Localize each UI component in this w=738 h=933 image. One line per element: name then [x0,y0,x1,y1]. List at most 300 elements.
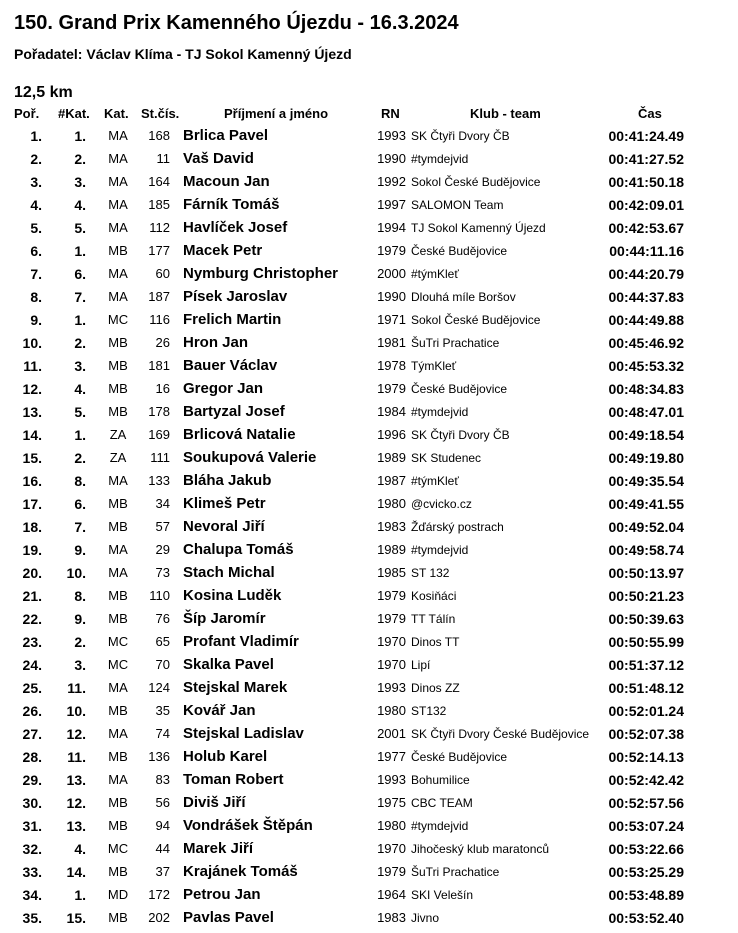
row-time: 00:49:18.54 [608,427,684,443]
row-bib: 65 [155,634,170,649]
row-birth-year: 1970 [377,841,406,856]
row-category: MB [108,335,128,350]
row-time: 00:50:13.97 [608,565,684,581]
row-position: 7. [30,266,42,282]
row-birth-year: 1975 [377,795,406,810]
row-category-position: 1. [74,243,86,259]
row-club: SK Čtyři Dvory České Budějovice [411,727,590,741]
row-category: MB [108,496,128,511]
row-name: Stach Michal [183,564,275,581]
row-birth-year: 1994 [377,220,406,235]
row-bib: 124 [148,680,170,695]
row-club: #tymdejvid [411,543,469,557]
row-time: 00:44:49.88 [608,312,684,328]
row-bib: 169 [148,427,170,442]
row-position: 25. [22,680,42,696]
row-birth-year: 2000 [377,266,406,281]
row-time: 00:49:58.74 [608,542,684,558]
row-birth-year: 1979 [377,243,406,258]
row-position: 18. [22,519,42,535]
row-club: #tymdejvid [411,819,469,833]
row-category-position: 9. [74,542,86,558]
row-name: Holub Karel [183,748,268,765]
row-birth-year: 1993 [377,680,406,695]
row-bib: 181 [148,358,170,373]
row-time: 00:50:21.23 [608,588,684,604]
row-position: 34. [22,887,42,903]
row-category-position: 14. [66,864,86,880]
row-category: MA [108,197,128,212]
row-birth-year: 2001 [377,726,406,741]
row-category: MA [108,151,128,166]
row-bib: 172 [148,887,170,902]
row-position: 8. [30,289,42,305]
row-club: Bohumilice [411,773,470,787]
row-name: Kovář Jan [183,702,256,719]
row-position: 16. [22,473,42,489]
row-category: MB [108,910,128,925]
table-row [0,266,738,289]
row-club: #týmKleť [411,474,459,488]
row-bib: 177 [148,243,170,258]
row-name: Gregor Jan [183,380,264,397]
row-bib: 185 [148,197,170,212]
row-position: 30. [22,795,42,811]
row-category-position: 2. [74,634,86,650]
row-time: 00:41:50.18 [608,174,684,190]
row-name: Soukupová Valerie [183,449,317,466]
table-row [0,404,738,427]
row-position: 32. [22,841,42,857]
row-time: 00:48:47.01 [608,404,684,420]
row-category: MA [108,726,128,741]
row-name: Vaš David [183,150,254,167]
table-row [0,772,738,795]
row-bib: 60 [155,266,170,281]
row-name: Fárník Tomáš [183,196,280,213]
row-category: MC [107,841,129,856]
row-birth-year: 1979 [377,611,406,626]
row-club: ŠuTri Prachatice [411,336,500,350]
row-category: MB [108,864,128,879]
table-row [0,243,738,266]
table-row [0,887,738,910]
row-category: MB [108,795,128,810]
row-birth-year: 1980 [377,818,406,833]
row-category-position: 2. [74,335,86,351]
row-bib: 11 [156,151,170,166]
row-time: 00:49:19.80 [608,450,684,466]
row-position: 15. [22,450,42,466]
row-time: 00:50:39.63 [608,611,684,627]
row-category: MA [108,266,128,281]
row-position: 6. [30,243,42,259]
row-time: 00:51:37.12 [608,657,684,673]
row-name: Hron Jan [183,334,249,351]
row-position: 1. [30,128,42,144]
row-category: MB [108,358,128,373]
row-name: Šíp Jaromír [183,610,266,627]
row-club: TT Tálín [411,612,456,626]
row-club: #tymdejvid [411,405,469,419]
page-title: 150. Grand Prix Kamenného Újezdu - 16.3.2024 [14,12,459,34]
row-category: MA [108,542,128,557]
results-header-row [0,106,738,124]
header-club: Klub - team [470,106,541,121]
row-category-position: 12. [66,726,86,742]
row-category-position: 15. [66,910,86,926]
row-bib: 111 [150,450,170,465]
row-category: MB [108,818,128,833]
row-club: ST132 [411,704,447,718]
row-club: Sokol České Budějovice [411,175,541,189]
header-time: Čas [638,106,662,121]
row-category-position: 5. [74,404,86,420]
row-name: Brlica Pavel [183,127,269,144]
row-category-position: 3. [74,358,86,374]
row-name: Bauer Václav [183,357,278,374]
row-position: 17. [22,496,42,512]
row-club: SK Studenec [411,451,482,465]
row-category: MB [108,519,128,534]
row-bib: 16 [155,381,170,396]
row-position: 24. [22,657,42,673]
row-birth-year: 1990 [377,151,406,166]
row-name: Nevoral Jiří [183,518,265,535]
row-time: 00:44:11.16 [609,243,684,259]
organizer-line: Pořadatel: Václav Klíma - TJ Sokol Kamenný Újezd [14,46,352,62]
row-time: 00:42:53.67 [608,220,684,236]
header-position: Poř. [14,106,40,121]
row-category-position: 13. [66,818,86,834]
row-birth-year: 1996 [377,427,406,442]
row-club: Sokol České Budějovice [411,313,541,327]
row-club: ŠuTri Prachatice [411,865,500,879]
row-name: Toman Robert [183,771,284,788]
row-category-position: 4. [74,381,86,397]
row-bib: 70 [155,657,170,672]
table-row [0,565,738,588]
row-birth-year: 1978 [377,358,406,373]
row-club: SK Čtyři Dvory ČB [411,428,510,442]
row-time: 00:49:52.04 [608,519,684,535]
row-bib: 133 [148,473,170,488]
table-row [0,128,738,151]
row-position: 20. [22,565,42,581]
row-club: CBC TEAM [411,796,473,810]
row-club: Dinos TT [411,635,460,649]
row-category-position: 13. [66,772,86,788]
row-birth-year: 1977 [377,749,406,764]
row-position: 4. [30,197,42,213]
row-club: SALOMON Team [411,198,504,212]
row-name: Macek Petr [183,242,263,259]
row-time: 00:50:55.99 [608,634,684,650]
row-category-position: 9. [74,611,86,627]
row-category-position: 8. [74,588,86,604]
table-row [0,335,738,358]
row-category: MB [108,749,128,764]
row-club: ST 132 [411,566,450,580]
row-bib: 112 [149,220,170,235]
row-birth-year: 1979 [377,381,406,396]
row-name: Skalka Pavel [183,656,274,673]
table-row [0,703,738,726]
row-bib: 74 [155,726,170,741]
row-name: Marek Jiří [183,840,254,857]
row-bib: 187 [148,289,170,304]
row-bib: 73 [155,565,170,580]
row-category: MB [108,611,128,626]
row-bib: 178 [148,404,170,419]
row-time: 00:49:41.55 [608,496,684,512]
row-name: Petrou Jan [183,886,261,903]
row-bib: 57 [155,519,170,534]
table-row [0,312,738,335]
row-position: 5. [30,220,42,236]
row-club: #týmKleť [411,267,459,281]
row-time: 00:53:07.24 [608,818,684,834]
row-category: MA [108,680,128,695]
row-birth-year: 1983 [377,519,406,534]
table-row [0,151,738,174]
row-time: 00:52:14.13 [608,749,684,765]
row-club: TýmKleť [411,359,457,373]
row-birth-year: 1970 [377,657,406,672]
row-category-position: 6. [74,266,86,282]
row-category-position: 11. [67,749,86,765]
row-birth-year: 1985 [377,565,406,580]
row-category: MD [107,887,129,902]
row-name: Macoun Jan [183,173,270,190]
row-time: 00:52:57.56 [608,795,684,811]
row-time: 00:52:07.38 [608,726,684,742]
table-row [0,818,738,841]
row-birth-year: 1980 [377,703,406,718]
row-bib: 116 [149,312,170,327]
row-birth-year: 1981 [377,335,406,350]
row-time: 00:45:46.92 [608,335,684,351]
row-time: 00:44:20.79 [608,266,684,282]
row-category-position: 4. [74,197,86,213]
row-club: SKI Velešín [411,888,474,902]
row-birth-year: 1990 [377,289,406,304]
row-category-position: 1. [74,427,86,443]
table-row [0,864,738,887]
row-birth-year: 1971 [377,312,406,327]
row-category: MC [107,634,129,649]
row-position: 10. [22,335,42,351]
row-name: Stejskal Ladislav [183,725,304,742]
row-position: 2. [30,151,42,167]
row-category: MA [108,128,128,143]
header-category-position: #Kat. [58,106,90,121]
row-category-position: 1. [74,128,86,144]
row-position: 33. [22,864,42,880]
row-club: České Budějovice [411,750,508,764]
row-position: 9. [30,312,42,328]
row-name: Bláha Jakub [183,472,272,489]
table-row [0,542,738,565]
row-name: Bartyzal Josef [183,403,285,420]
row-category: MB [108,404,128,419]
row-position: 14. [22,427,42,443]
row-bib: 110 [149,588,170,603]
row-time: 00:53:22.66 [608,841,684,857]
row-category: MA [108,174,128,189]
row-bib: 94 [155,818,170,833]
row-bib: 56 [155,795,170,810]
row-birth-year: 1992 [377,174,406,189]
row-position: 13. [22,404,42,420]
table-row [0,220,738,243]
row-club: Dinos ZZ [411,681,460,695]
table-row [0,588,738,611]
row-name: Klimeš Petr [183,495,266,512]
row-name: Nymburg Christopher [183,265,339,282]
row-time: 00:41:27.52 [608,151,684,167]
row-bib: 164 [148,174,170,189]
row-position: 21. [22,588,42,604]
row-category-position: 1. [74,312,86,328]
row-position: 28. [22,749,42,765]
table-row [0,450,738,473]
table-row [0,634,738,657]
row-name: Krajánek Tomáš [183,863,298,880]
table-row [0,427,738,450]
row-position: 12. [22,381,42,397]
row-birth-year: 1980 [377,496,406,511]
row-category: MA [108,220,128,235]
row-name: Profant Vladimír [183,633,299,650]
header-birth-year: RN [381,106,400,121]
table-row [0,289,738,312]
row-time: 00:52:42.42 [608,772,684,788]
row-category: ZA [109,427,127,442]
header-category: Kat. [104,106,129,121]
table-row [0,473,738,496]
row-birth-year: 1979 [377,864,406,879]
row-time: 00:45:53.32 [608,358,684,374]
row-club: Jivno [411,911,440,925]
row-club: #tymdejvid [411,152,469,166]
row-birth-year: 1983 [377,910,406,925]
table-row [0,680,738,703]
row-club: Kosiňáci [411,589,457,603]
row-position: 27. [22,726,42,742]
row-bib: 168 [148,128,170,143]
row-position: 26. [22,703,42,719]
row-category: MB [108,703,128,718]
row-birth-year: 1993 [377,128,406,143]
table-row [0,910,738,933]
row-name: Pavlas Pavel [183,909,274,926]
table-row [0,795,738,818]
row-birth-year: 1970 [377,634,406,649]
row-name: Stejskal Marek [183,679,288,696]
row-category-position: 7. [74,289,86,305]
row-name: Diviš Jiří [183,794,246,811]
row-category-position: 2. [74,151,86,167]
row-category: MA [108,772,128,787]
row-category-position: 2. [74,450,86,466]
row-name: Havlíček Josef [183,219,288,236]
table-row [0,381,738,404]
row-category: MC [107,657,129,672]
row-bib: 136 [148,749,170,764]
row-name: Chalupa Tomáš [183,541,294,558]
row-bib: 34 [155,496,170,511]
row-category: ZA [109,450,127,465]
row-time: 00:42:09.01 [608,197,684,213]
table-row [0,611,738,634]
row-category: MA [108,473,128,488]
table-row [0,726,738,749]
row-position: 11. [23,358,42,374]
table-row [0,519,738,542]
row-name: Frelich Martin [183,311,282,328]
row-bib: 35 [155,703,170,718]
row-time: 00:52:01.24 [608,703,684,719]
row-birth-year: 1989 [377,450,406,465]
row-category-position: 1. [74,887,86,903]
row-name: Kosina Luděk [183,587,282,604]
row-club: @cvicko.cz [411,497,472,511]
row-bib: 83 [155,772,170,787]
row-category-position: 10. [66,565,86,581]
row-category: MA [108,565,128,580]
row-time: 00:41:24.49 [608,128,684,144]
row-bib: 76 [155,611,170,626]
row-name: Písek Jaroslav [183,288,288,305]
row-club: České Budějovice [411,382,508,396]
row-category-position: 3. [74,174,86,190]
table-row [0,174,738,197]
row-bib: 37 [155,864,170,879]
row-birth-year: 1987 [377,473,406,488]
row-position: 22. [22,611,42,627]
row-bib: 202 [148,910,170,925]
row-birth-year: 1993 [377,772,406,787]
row-category-position: 6. [74,496,86,512]
row-category-position: 4. [74,841,86,857]
row-bib: 26 [155,335,170,350]
row-birth-year: 1984 [377,404,406,419]
row-name: Brlicová Natalie [183,426,296,443]
row-club: Lipí [411,658,431,672]
row-time: 00:49:35.54 [608,473,684,489]
row-club: Dlouhá míle Boršov [411,290,516,304]
distance-heading: 12,5 km [14,84,73,101]
header-name: Příjmení a jméno [224,106,329,121]
row-position: 29. [22,772,42,788]
row-bib: 44 [155,841,170,856]
row-time: 00:53:25.29 [608,864,684,880]
row-club: Žďárský postrach [411,520,504,534]
row-position: 23. [22,634,42,650]
row-category-position: 7. [74,519,86,535]
row-birth-year: 1964 [377,887,406,902]
header-bib: St.čís. [141,106,180,121]
table-row [0,197,738,220]
row-name: Vondrášek Štěpán [183,817,313,834]
table-row [0,358,738,381]
row-birth-year: 1979 [377,588,406,603]
row-time: 00:51:48.12 [608,680,684,696]
row-category-position: 10. [66,703,86,719]
row-club: Jihočeský klub maratonců [411,842,550,856]
row-category: MC [107,312,129,327]
